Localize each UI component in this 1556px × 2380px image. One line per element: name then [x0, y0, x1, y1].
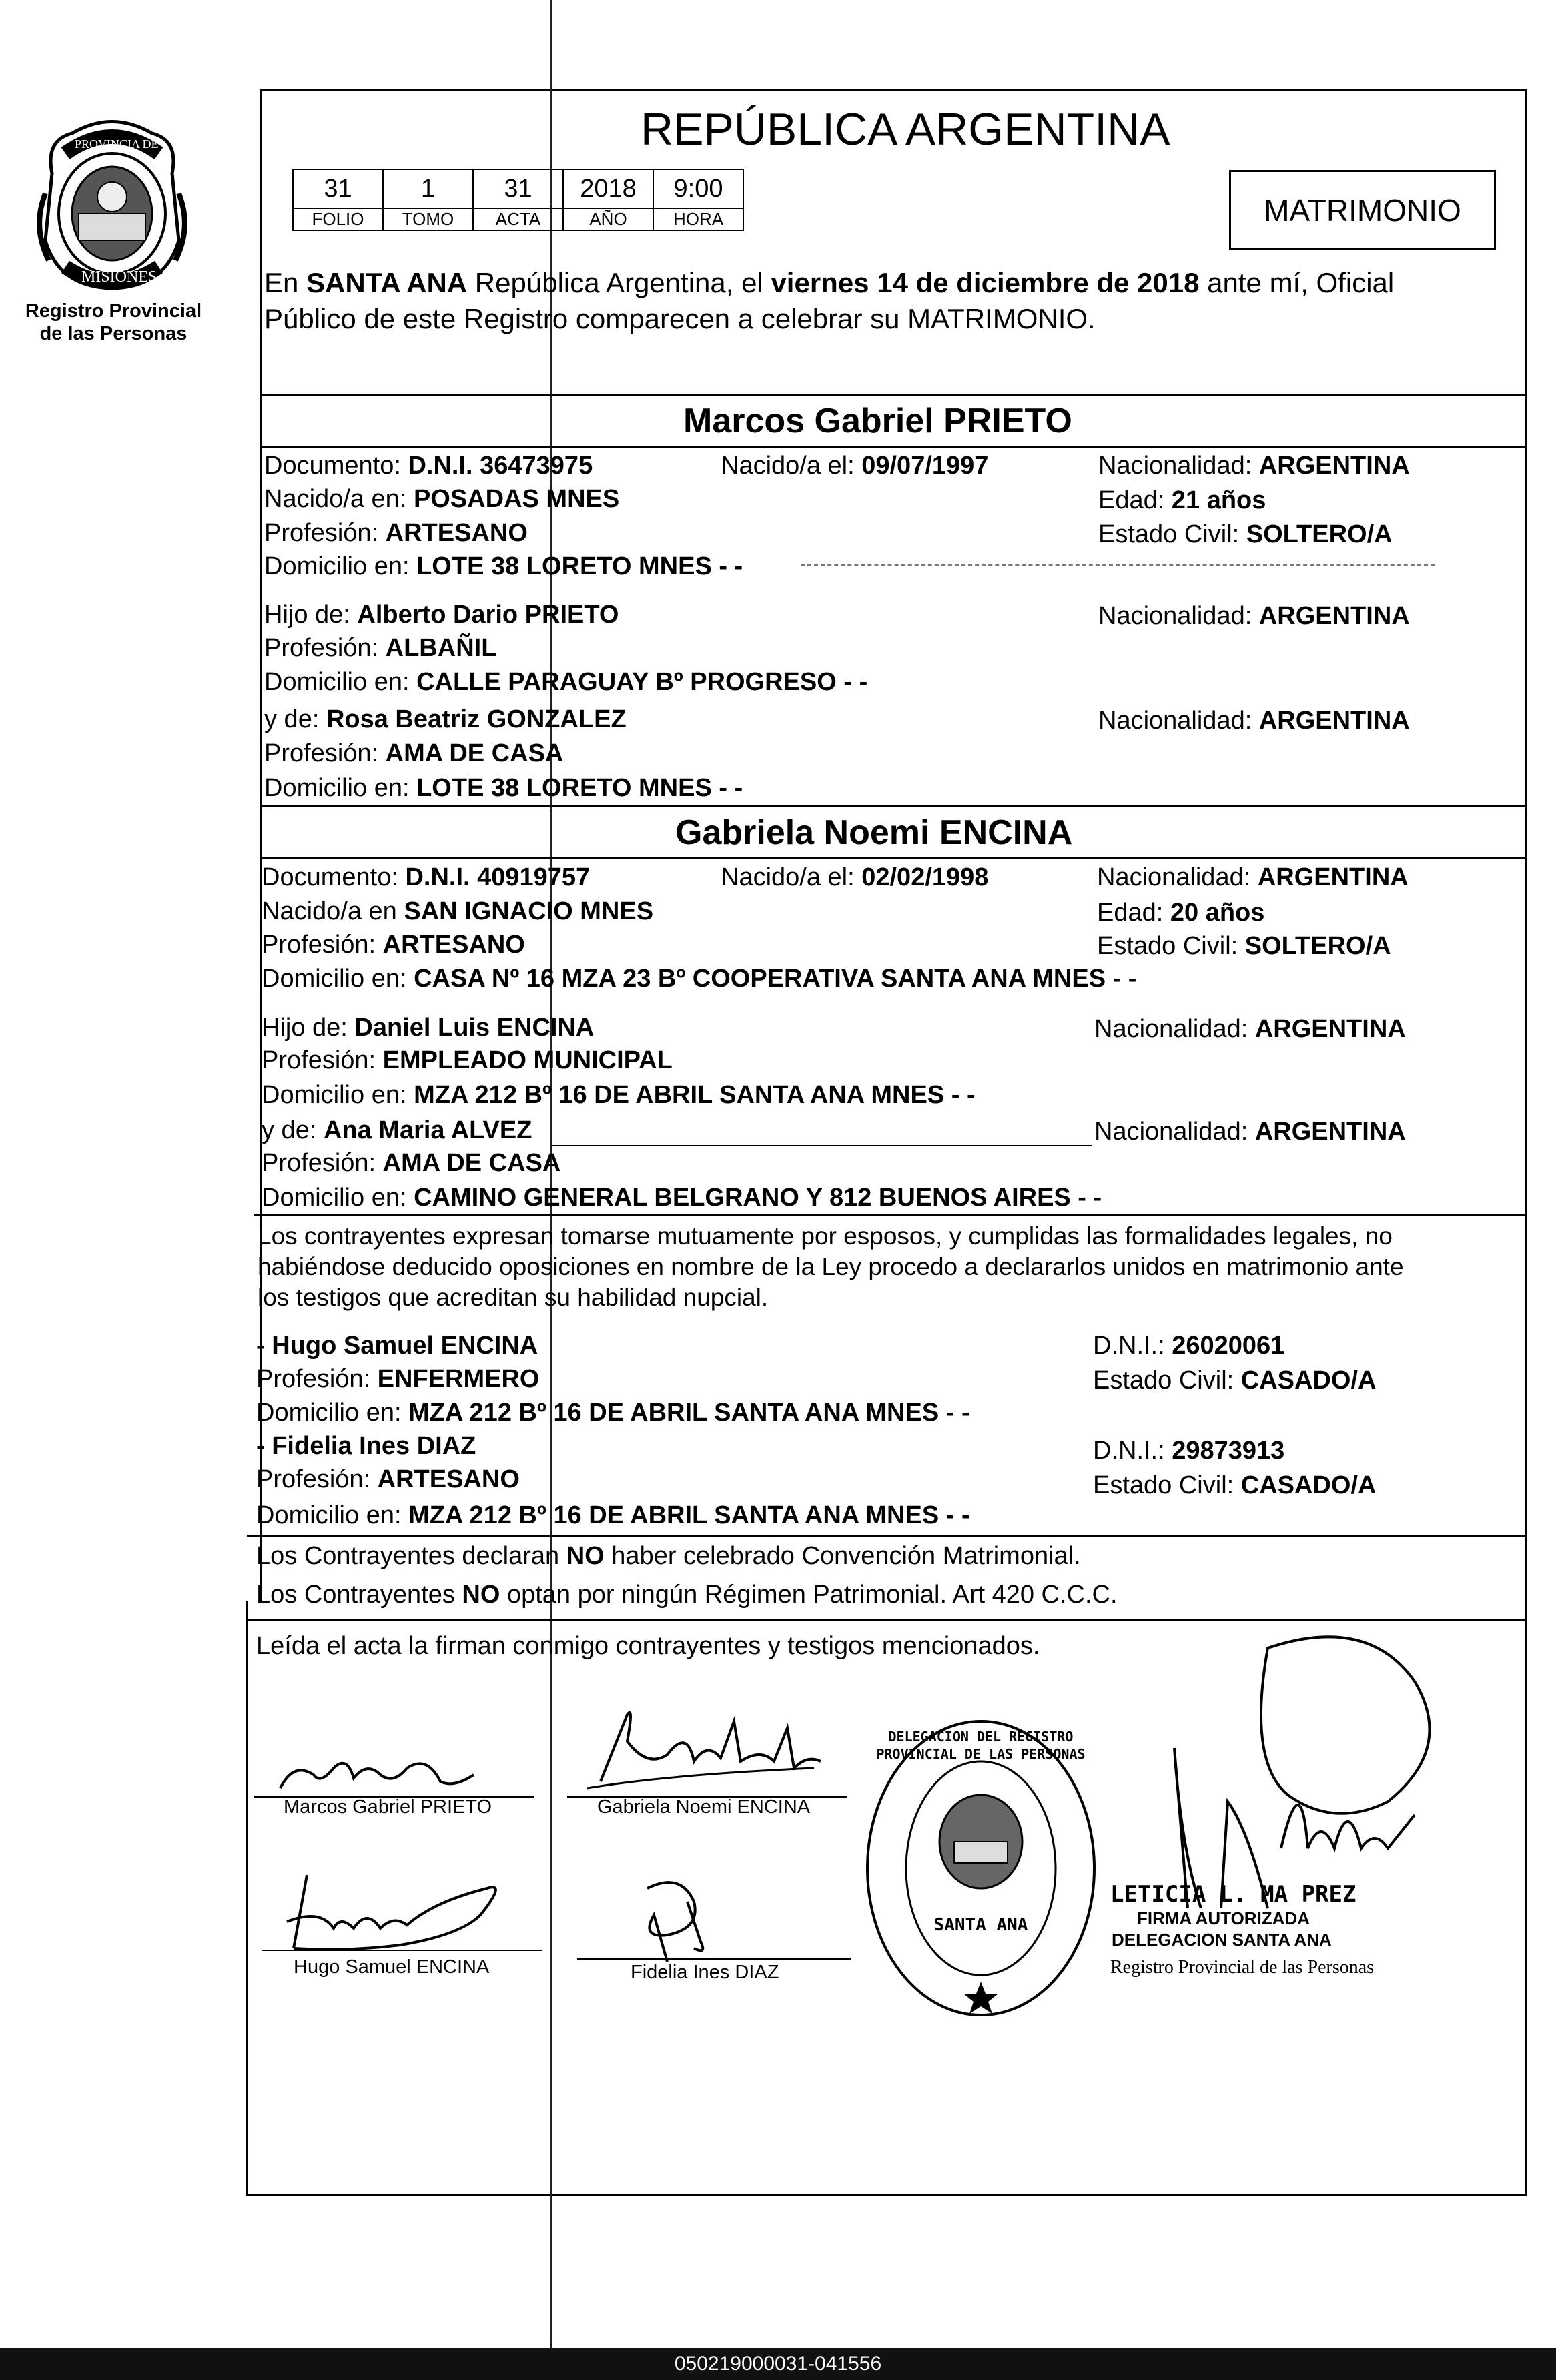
document-code: 050219000031-041556	[0, 2348, 1556, 2380]
witness-2-dni: D.N.I.: 29873913	[1093, 1437, 1285, 1465]
witness1-signature-icon	[267, 1862, 520, 1955]
seal-ring-text: DELEGACION DEL REGISTRO PROVINCIAL DE LAS PERSONAS	[876, 1729, 1086, 1762]
witness-2-profesion: Profesión: ARTESANO	[256, 1465, 520, 1493]
groom-edad: Edad: 21 años	[1098, 486, 1266, 514]
groom-estado-civil: Estado Civil: SOLTERO/A	[1098, 520, 1393, 548]
bride-mother-underline	[551, 1145, 1092, 1146]
groom-documento: Documento: D.N.I. 36473975	[264, 452, 593, 480]
groom-signature-icon	[274, 1748, 500, 1802]
bride-divider-top	[260, 805, 1527, 807]
official-office: DELEGACION SANTA ANA	[1112, 1930, 1332, 1950]
record-table	[292, 169, 744, 231]
folio-label: FOLIO	[293, 208, 383, 230]
bride-documento: Documento: D.N.I. 40919757	[262, 863, 591, 891]
witness1-signature-line	[262, 1950, 542, 1951]
declaration-line-3: los testigos que acreditan su habilidad nupcial.	[258, 1284, 769, 1311]
logo-bottom-text: MISIONES	[81, 268, 157, 286]
witness-2-domicilio: Domicilio en: MZA 212 Bº 16 DE ABRIL SANTA ANA MNES - -	[256, 1501, 970, 1529]
bride-father-nacionalidad: Nacionalidad: ARGENTINA	[1094, 1015, 1406, 1043]
groom-mother-profesion: Profesión: AMA DE CASA	[264, 739, 564, 767]
declaration-line-1: Los contrayentes expresan tomarse mutuamente por esposos, y cumplidas las formalidades legales, no	[258, 1222, 1393, 1250]
bride-name: Gabriela Noemi ENCINA	[675, 813, 1073, 852]
groom-nacido-el: Nacido/a el: 09/07/1997	[721, 452, 989, 480]
bride-nacionalidad: Nacionalidad: ARGENTINA	[1097, 863, 1409, 891]
bride-estado-civil: Estado Civil: SOLTERO/A	[1097, 932, 1391, 960]
signatures-lead: Leída el acta la firman conmigo contrayentes y testigos mencionados.	[256, 1632, 1040, 1660]
bride-mother-domicilio: Domicilio en: CAMINO GENERAL BELGRANO Y 812 BUENOS AIRES - -	[262, 1184, 1102, 1212]
anio-value: 2018	[563, 169, 653, 208]
groom-mother-nacionalidad: Nacionalidad: ARGENTINA	[1098, 707, 1410, 735]
witness-1-estado-civil: Estado Civil: CASADO/A	[1093, 1366, 1377, 1395]
groom-name: Marcos Gabriel PRIETO	[683, 402, 1072, 440]
witness-1-dni: D.N.I.: 26020061	[1093, 1332, 1285, 1360]
convention-divider-bottom	[246, 1619, 1527, 1621]
bride-divider-bottom	[260, 857, 1527, 859]
bride-signature-label: Gabriela Noemi ENCINA	[597, 1796, 811, 1818]
witness2-signature-line	[577, 1958, 851, 1960]
frame-left-bottom	[246, 1601, 248, 2195]
bride-father-profesion: Profesión: EMPLEADO MUNICIPAL	[262, 1046, 673, 1074]
intro-line-2: Público de este Registro comparecen a celebrar su MATRIMONIO.	[264, 303, 1096, 334]
convention-line-2: Los Contrayentes NO optan por ningún Régimen Patrimonial. Art 420 C.C.C.	[256, 1581, 1118, 1609]
record-type-box	[1229, 170, 1496, 250]
document-title: REPÚBLICA ARGENTINA	[641, 104, 1170, 155]
witness-1-name: - Hugo Samuel ENCINA	[256, 1332, 538, 1360]
hora-label: HORA	[653, 208, 743, 230]
groom-domicilio: Domicilio en: LOTE 38 LORETO MNES - -	[264, 552, 743, 580]
acta-value: 31	[473, 169, 563, 208]
declaration-divider	[254, 1214, 1527, 1216]
groom-dash	[801, 564, 1435, 567]
groom-mother: y de: Rosa Beatriz GONZALEZ	[264, 705, 627, 733]
logo-top-text: PROVINCIA DE	[75, 137, 159, 151]
groom-nacido-en: Nacido/a en: POSADAS MNES	[264, 485, 620, 513]
groom-divider-top	[260, 394, 1527, 396]
frame-top	[260, 89, 1527, 91]
groom-father-domicilio: Domicilio en: CALLE PARAGUAY Bº PROGRESO - -	[264, 668, 868, 696]
bride-domicilio: Domicilio en: CASA Nº 16 MZA 23 Bº COOPERATIVA SANTA ANA MNES - -	[262, 965, 1137, 993]
witness-2-name: - Fidelia Ines DIAZ	[256, 1432, 476, 1460]
groom-profesion: Profesión: ARTESANO	[264, 519, 528, 547]
bride-mother-profesion: Profesión: AMA DE CASA	[262, 1149, 561, 1177]
groom-nacionalidad: Nacionalidad: ARGENTINA	[1098, 452, 1410, 480]
tomo-value: 1	[383, 169, 473, 208]
declaration-line-2: habiéndose deducido oposiciones en nombre de la Ley procedo a declararlos unidos en matrimonio ante	[258, 1253, 1404, 1280]
official-role: FIRMA AUTORIZADA	[1137, 1908, 1310, 1928]
bride-mother: y de: Ana Maria ALVEZ	[262, 1116, 532, 1144]
official-name: LETICIA L. MA PREZ	[1110, 1881, 1356, 1908]
tomo-label: TOMO	[383, 208, 473, 230]
bride-mother-nacionalidad: Nacionalidad: ARGENTINA	[1094, 1118, 1406, 1146]
groom-father-nacionalidad: Nacionalidad: ARGENTINA	[1098, 602, 1410, 630]
groom-divider-bottom	[260, 446, 1527, 448]
groom-father-profesion: Profesión: ALBAÑIL	[264, 634, 497, 662]
record-type: MATRIMONIO	[1264, 193, 1461, 228]
official-registry: Registro Provincial de las Personas	[1110, 1957, 1375, 1978]
intro-line-1: En SANTA ANA República Argentina, el viernes 14 de diciembre de 2018 ante mí, Oficial	[264, 267, 1395, 298]
hora-value: 9:00	[653, 169, 743, 208]
bride-edad: Edad: 20 años	[1097, 899, 1265, 927]
witness2-signature-label: Fidelia Ines DIAZ	[631, 1962, 779, 1983]
folio-value: 31	[293, 169, 383, 208]
groom-father: Hijo de: Alberto Dario PRIETO	[264, 601, 619, 629]
registry-seal	[861, 1715, 1101, 2022]
groom-signature-label: Marcos Gabriel PRIETO	[284, 1796, 492, 1818]
convention-divider-top	[247, 1535, 1527, 1537]
witness-1-domicilio: Domicilio en: MZA 212 Bº 16 DE ABRIL SANTA ANA MNES - -	[256, 1399, 970, 1427]
frame-right	[1525, 89, 1527, 2194]
bride-father-domicilio: Domicilio en: MZA 212 Bº 16 DE ABRIL SANTA ANA MNES - -	[262, 1081, 976, 1109]
witness-2-estado-civil: Estado Civil: CASADO/A	[1093, 1471, 1377, 1499]
witness2-signature-icon	[627, 1875, 734, 1968]
frame-bottom	[246, 2194, 1527, 2196]
bride-profesion: Profesión: ARTESANO	[262, 931, 525, 959]
acta-label: ACTA	[473, 208, 563, 230]
bride-nacido-en: Nacido/a en SAN IGNACIO MNES	[262, 897, 654, 925]
bride-father: Hijo de: Daniel Luis ENCINA	[262, 1014, 595, 1042]
witness1-signature-label: Hugo Samuel ENCINA	[294, 1956, 490, 1978]
registry-logo	[32, 113, 192, 294]
groom-mother-domicilio: Domicilio en: LOTE 38 LORETO MNES - -	[264, 774, 743, 802]
seal-center-text: SANTA ANA	[933, 1915, 1028, 1935]
logo-caption-1: Registro Provincial	[25, 300, 202, 322]
logo-caption-2: de las Personas	[39, 323, 187, 344]
witness-1-profesion: Profesión: ENFERMERO	[256, 1365, 540, 1393]
convention-line-1: Los Contrayentes declaran NO haber celebrado Convención Matrimonial.	[256, 1542, 1081, 1570]
anio-label: AÑO	[563, 208, 653, 230]
bride-nacido-el: Nacido/a el: 02/02/1998	[721, 863, 989, 891]
